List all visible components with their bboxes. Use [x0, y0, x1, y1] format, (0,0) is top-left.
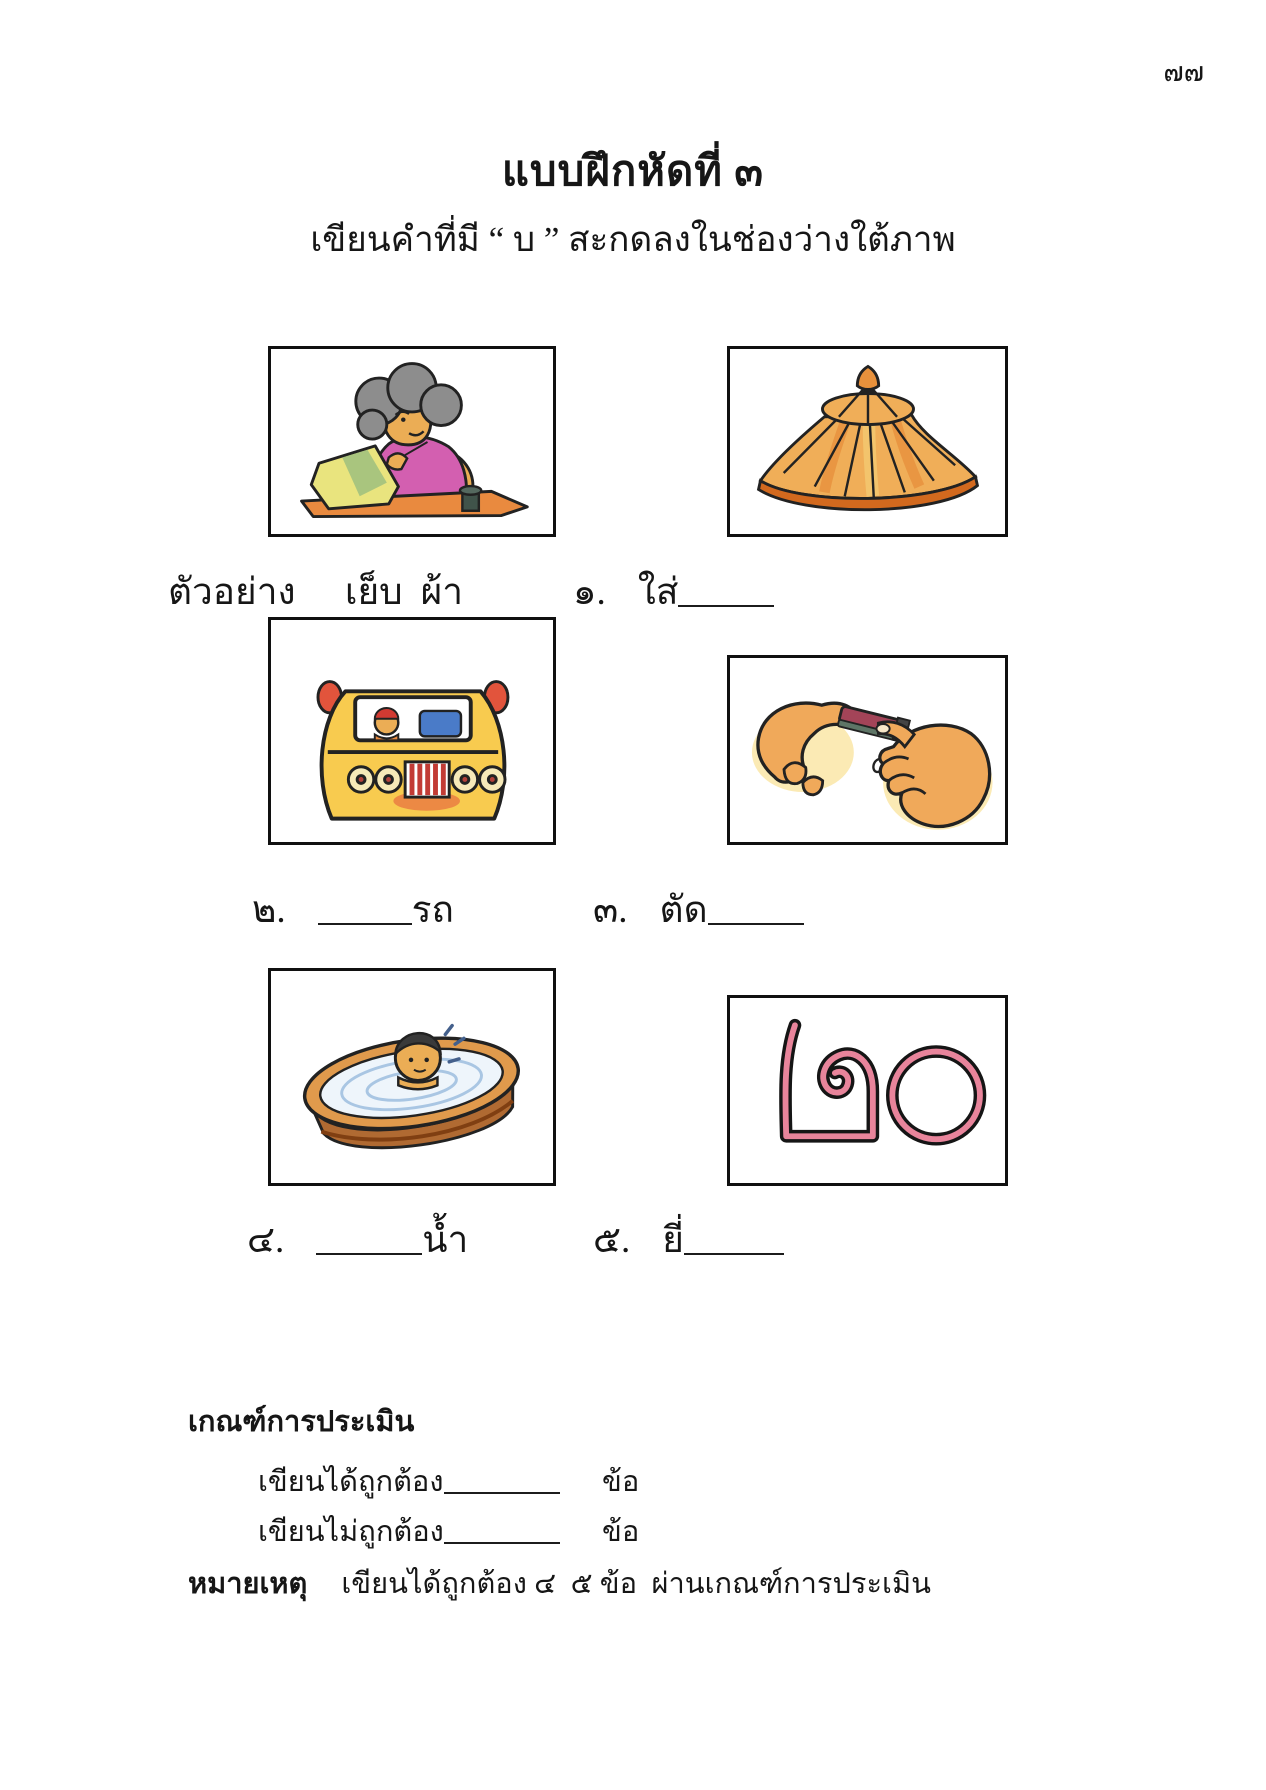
evaluation-correct-blank: [444, 1464, 560, 1494]
item-2-number: ๒.: [252, 890, 286, 931]
example-label: ตัวอย่าง: [168, 572, 296, 613]
item-4-number: ๔.: [247, 1220, 285, 1261]
evaluation-correct-label: เขียนได้ถูกต้อง: [258, 1466, 444, 1498]
item-4-answer-blank: [316, 1218, 422, 1255]
evaluation-incorrect-label: เขียนไม่ถูกต้อง: [258, 1516, 444, 1548]
evaluation-incorrect-unit: ข้อ: [602, 1516, 640, 1548]
note-label: หมายเหตุ: [188, 1568, 308, 1600]
figure-box-2: [268, 617, 556, 845]
figure-box-example: [268, 346, 556, 537]
nail-cutting-illustration: [730, 658, 1005, 842]
figure-box-4: [268, 968, 556, 1186]
page-title: แบบฝึกหัดที่ ๓: [501, 149, 765, 195]
item-2-line: [252, 880, 454, 939]
evaluation-row-incorrect: [258, 1508, 639, 1554]
item-3-line: [593, 880, 804, 939]
figure-box-1: [727, 346, 1008, 537]
item-1-answer-blank: [678, 570, 774, 607]
instruction-text: เขียนคำที่มี “ บ ” สะกดลงในช่องว่างใต้ภาพ: [310, 220, 956, 259]
figure-box-5: [727, 995, 1008, 1186]
item-2-answer-blank: [318, 888, 412, 925]
item-5-number: ๕.: [593, 1220, 631, 1261]
example-answer: เย็บ: [329, 562, 413, 625]
item-2-suffix: รถ: [411, 890, 454, 931]
item-1-line: [573, 562, 774, 621]
item-3-number: ๓.: [593, 890, 628, 931]
evaluation-correct-unit: ข้อ: [602, 1466, 640, 1498]
thai-numeral-20-illustration: [730, 998, 1005, 1183]
example-line: [168, 562, 463, 625]
item-1-prefix: ใส่: [637, 572, 679, 613]
note-text: เขียนได้ถูกต้อง ๔ ๕ ข้อ ผ่านเกณฑ์การประเมิน: [341, 1568, 931, 1600]
example-answer-tail: ผ้า: [420, 572, 464, 613]
item-4-suffix: น้ำ: [422, 1220, 469, 1261]
woman-sewing-illustration: [271, 349, 553, 534]
item-4-line: [247, 1210, 468, 1269]
page-number: ๗๗: [1163, 57, 1204, 87]
evaluation-row-correct: [258, 1458, 639, 1504]
item-3-answer-blank: [708, 888, 804, 925]
item-5-prefix: ยี่: [662, 1220, 684, 1261]
farmer-hat-illustration: [730, 349, 1005, 534]
figure-box-3: [727, 655, 1008, 845]
item-5-line: [593, 1210, 784, 1269]
evaluation-incorrect-blank: [444, 1514, 560, 1544]
item-5-answer-blank: [684, 1218, 784, 1255]
note-line: [188, 1560, 931, 1606]
car-illustration: [271, 620, 553, 842]
item-1-number: ๑.: [573, 572, 606, 613]
bathing-illustration: [271, 971, 553, 1183]
item-3-prefix: ตัด: [659, 890, 708, 931]
evaluation-header: เกณฑ์การประเมิน: [188, 1406, 415, 1438]
